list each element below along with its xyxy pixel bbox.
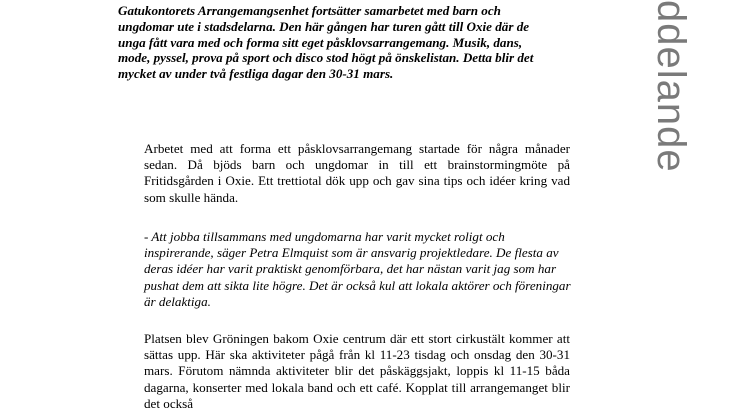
body-paragraph-3: Platsen blev Gröningen bakom Oxie centrum där ett stort cirkustält kommer att sättas upp. Här ska aktiviteter pågå från kl 11-23 tisdag och onsdag den 30-31 mars. Förutom nämnda aktiviteter blir det påskäggsjakt, loppis kl 11-15 båda dagarna, konserter med lokala band och ett café. Kopplat till arrangemanget blir det också (144, 331, 570, 411)
lead-paragraph: Gatukontorets Arrangemangsenhet fortsätter samarbetet med barn och ungdomar ute i stadsdelarna. Den här gången har turen gått till Oxie där de unga fått vara med och forma sitt eget påsklovsarrangemang. Musik, dans, mode, pyssel, prova på sport och disco stod högt på önskelistan. Detta blir det mycket av under två festliga dagar den 30-31 mars. (118, 3, 534, 82)
side-heading: ddelande (649, 0, 693, 173)
quote-paragraph: - Att jobba tillsammans med ungdomarna har varit mycket roligt och inspirerande, säger Petra Elmquist som är ansvarig projektledare. De flesta av deras idéer har varit praktiskt genomförbara, det har nästan varit jag som har pushat dem att sikta lite högre. Det är också kul att lokala aktörer och föreningar är delaktiga. (144, 229, 571, 309)
body-paragraph-1: Arbetet med att forma ett påsklovsarrangemang startade för några månader sedan. Då bjöds barn och ungdomar in till ett brainstormingmöte på Fritidsgården i Oxie. Ett trettiotal dök upp och gav sina tips och idéer kring vad som skulle hända. (144, 141, 570, 205)
